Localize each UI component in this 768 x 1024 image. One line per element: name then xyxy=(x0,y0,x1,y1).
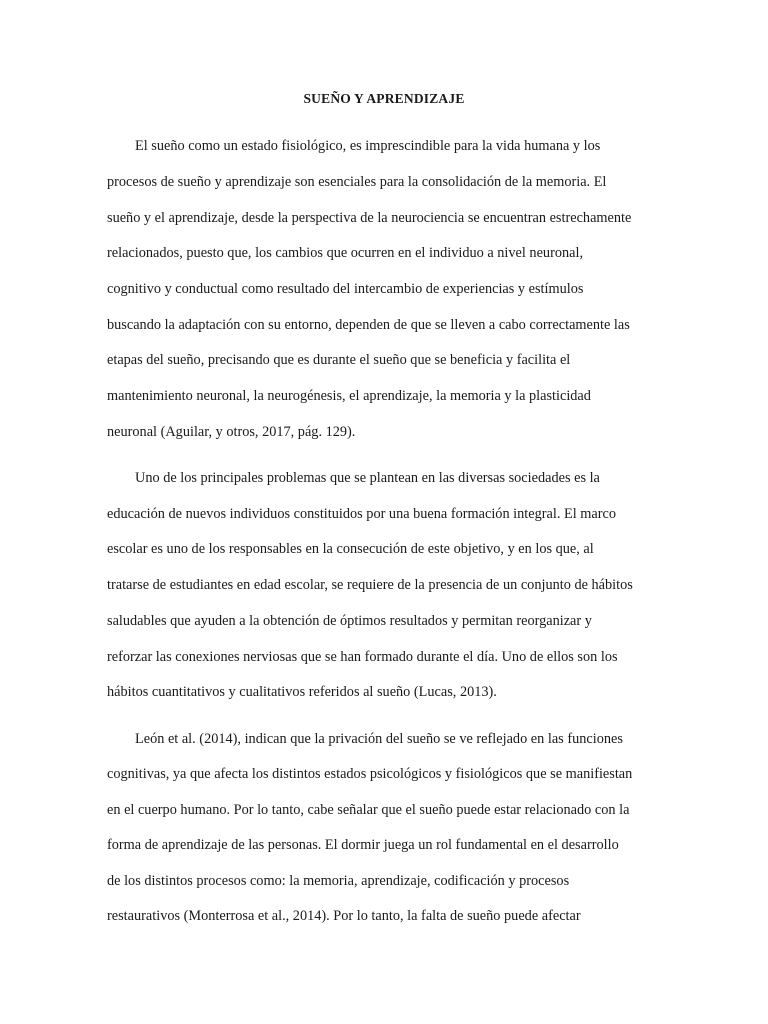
text-line: procesos de sueño y aprendizaje son esenciales para la consolidación de la memoria. El xyxy=(107,174,607,190)
text-line: El sueño como un estado fisiológico, es imprescindible para la vida humana y los xyxy=(135,138,601,154)
text-line: saludables que ayuden a la obtención de óptimos resultados y permitan reorganizar y xyxy=(107,613,592,629)
text-line: escolar es uno de los responsables en la consecución de este objetivo, y en los que, al xyxy=(107,541,594,557)
text-line: sueño y el aprendizaje, desde la perspectiva de la neurociencia se encuentran estrechamente xyxy=(107,210,632,226)
text-line: hábitos cuantitativos y cualitativos referidos al sueño (Lucas, 2013). xyxy=(107,684,497,700)
text-line: de los distintos procesos como: la memoria, aprendizaje, codificación y procesos xyxy=(107,873,570,889)
text-line: neuronal (Aguilar, y otros, 2017, pág. 129). xyxy=(107,424,356,440)
text-line: León et al. (2014), indican que la privación del sueño se ve reflejado en las funciones xyxy=(135,731,623,747)
text-line: cognitivas, ya que afecta los distintos estados psicológicos y fisiológicos que se manifiestan xyxy=(107,766,633,782)
text-line: cognitivo y conductual como resultado del intercambio de experiencias y estímulos xyxy=(107,281,584,297)
text-line: relacionados, puesto que, los cambios que ocurren en el individuo a nivel neuronal, xyxy=(107,245,584,261)
text-line: restaurativos (Monterrosa et al., 2014). Por lo tanto, la falta de sueño puede afectar xyxy=(107,908,581,924)
text-line: forma de aprendizaje de las personas. El dormir juega un rol fundamental en el desarrollo xyxy=(107,837,619,853)
text-line: Uno de los principales problemas que se plantean en las diversas sociedades es la xyxy=(135,470,600,486)
text-line: reforzar las conexiones nerviosas que se han formado durante el día. Uno de ellos son los xyxy=(107,649,618,665)
text-line: en el cuerpo humano. Por lo tanto, cabe señalar que el sueño puede estar relacionado con la xyxy=(107,802,630,818)
text-line: educación de nuevos individuos constituidos por una buena formación integral. El marco xyxy=(107,506,616,522)
text-line: etapas del sueño, precisando que es durante el sueño que se beneficia y facilita el xyxy=(107,352,571,368)
text-line: mantenimiento neuronal, la neurogénesis, el aprendizaje, la memoria y la plasticidad xyxy=(107,388,591,404)
text-line: buscando la adaptación con su entorno, dependen de que se lleven a cabo correctamente las xyxy=(107,317,630,333)
page-title: SUEÑO Y APRENDIZAJE xyxy=(303,91,465,106)
text-line: tratarse de estudiantes en edad escolar, se requiere de la presencia de un conjunto de hábitos xyxy=(107,577,633,593)
